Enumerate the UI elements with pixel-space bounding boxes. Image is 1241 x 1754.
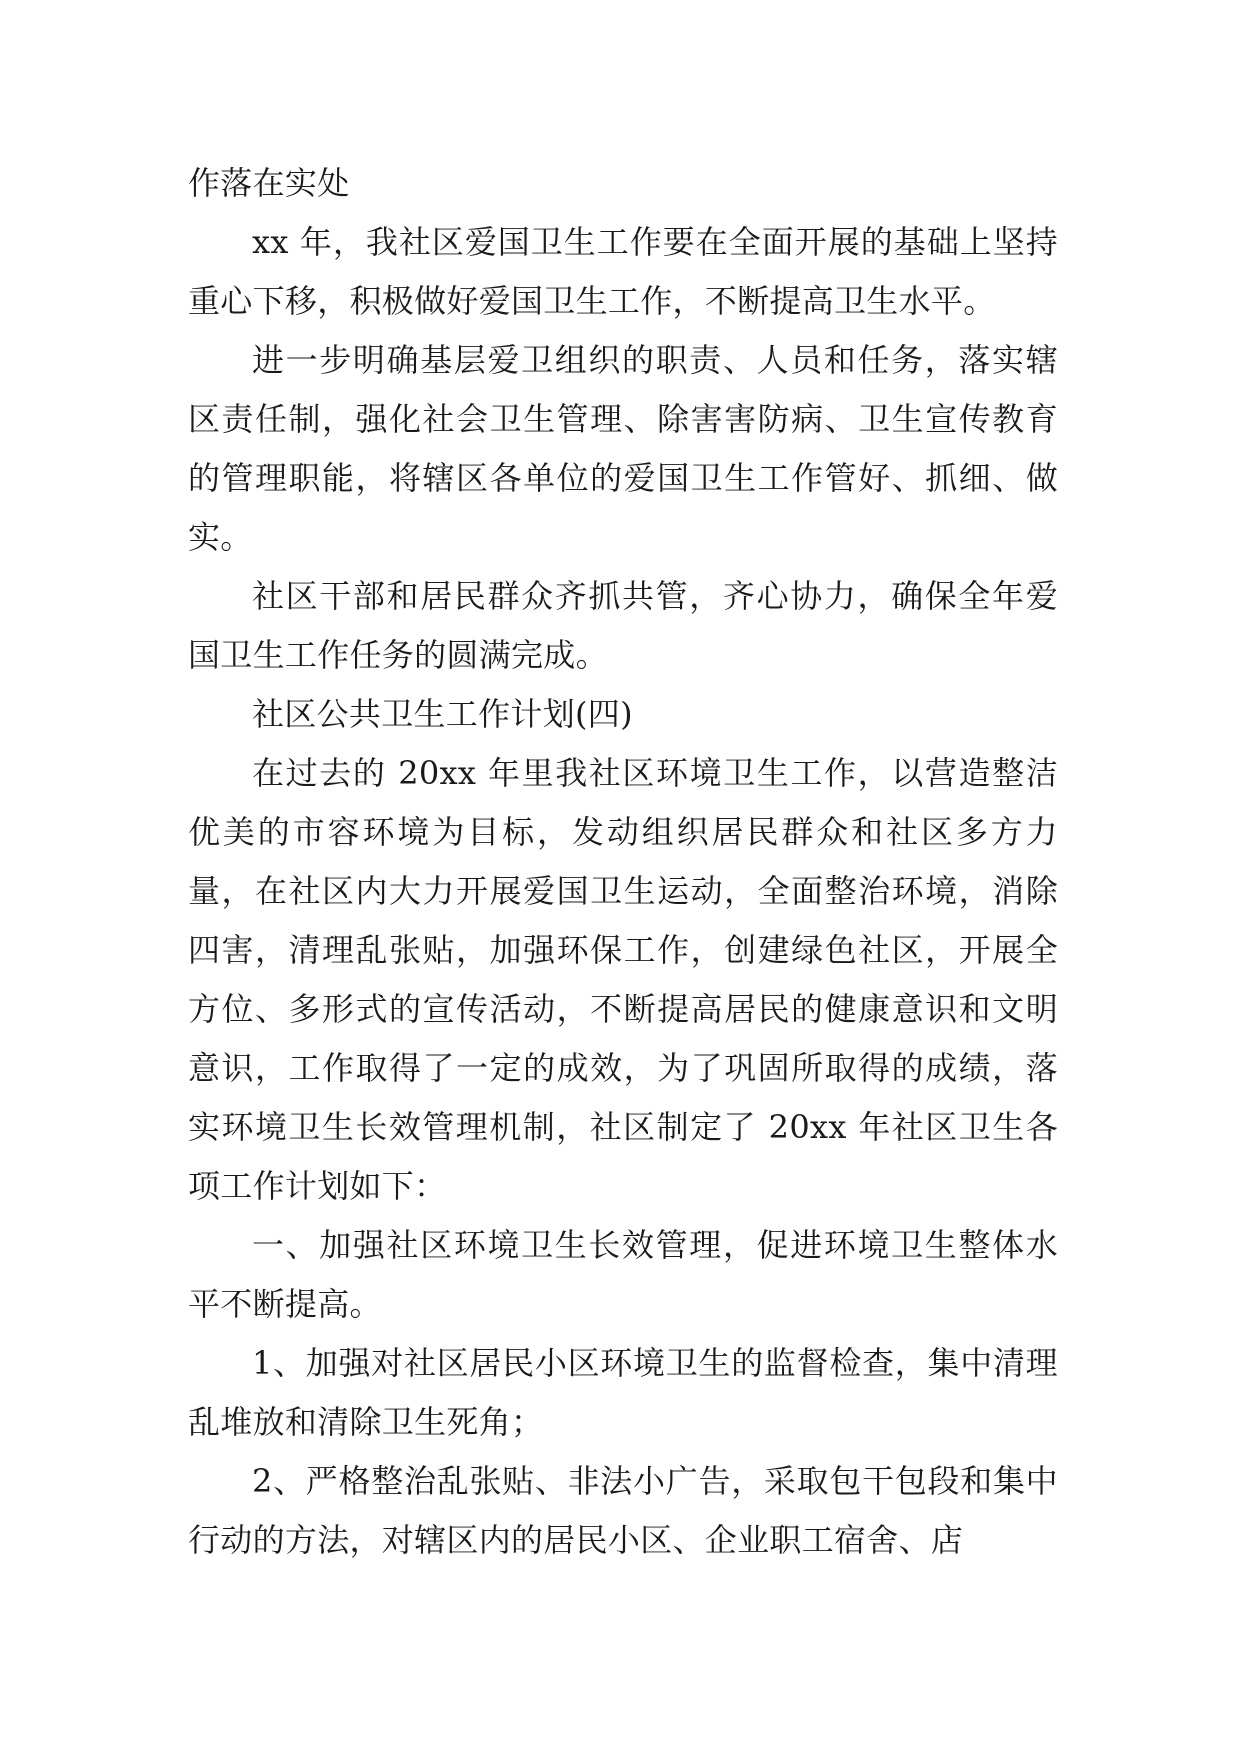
paragraph-continuation: 作落在实处 [188,164,350,202]
list-item-1: 1、加强对社区居民小区环境卫生的监督检查，集中清理乱堆放和清除卫生死角； [188,1344,1058,1441]
paragraph-review: 在过去的 20xx 年里我社区环境卫生工作，以营造整洁优美的市容环境为目标，发动组织居民群众和社区多方力量，在社区内大力开展爱国卫生运动，全面整治环境，消除四害，清理乱张贴，加强环保工作，创建绿色社区，开展全方位、多形式的宣传活动，不断提高居民的健康意识和文明意识，工作取得了一定的成效，为了巩固所取得的成绩，落实环境卫生长效管理机制，社区制定了 20xx 年社区卫生各项工作计划如下： [188,754,1058,1205]
paragraph-responsibility: 进一步明确基层爱卫组织的职责、人员和任务，落实辖区责任制，强化社会卫生管理、除害害防病、卫生宣传教育的管理职能，将辖区各单位的爱国卫生工作管好、抓细、做实。 [188,341,1058,556]
section-heading: 社区公共卫生工作计划(四) [252,695,633,733]
paragraph-cooperation: 社区干部和居民群众齐抓共管，齐心协力，确保全年爱国卫生工作任务的圆满完成。 [188,577,1058,674]
paragraph-intro: xx 年，我社区爱国卫生工作要在全面开展的基础上坚持重心下移，积极做好爱国卫生工作，不断提高卫生水平。 [188,223,1058,320]
item-heading-1: 一、加强社区环境卫生长效管理，促进环境卫生整体水平不断提高。 [188,1226,1058,1323]
document-body [188,154,1058,1570]
list-item-2: 2、严格整治乱张贴、非法小广告，采取包干包段和集中行动的方法，对辖区内的居民小区、企业职工宿舍、店 [188,1462,1058,1559]
